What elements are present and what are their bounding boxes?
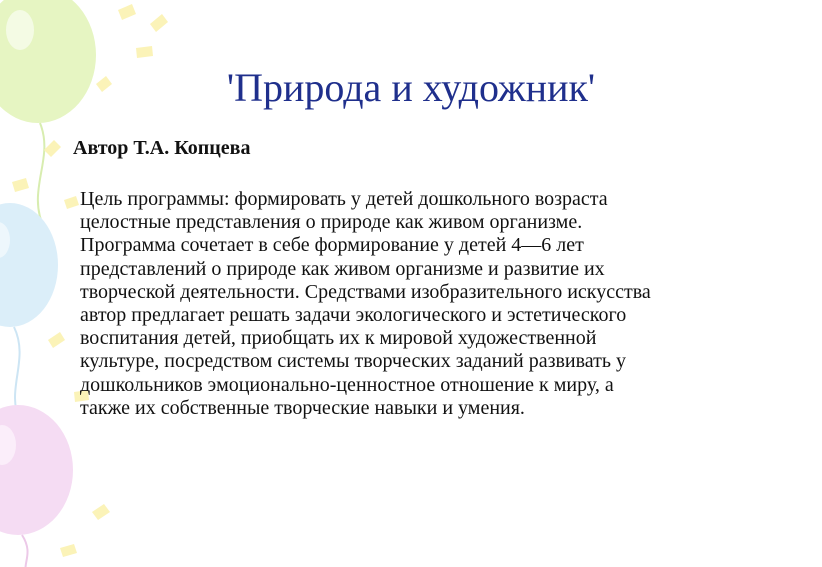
description-line: творческой деятельности. Средствами изобразительного искусства bbox=[80, 280, 651, 303]
description-line: воспитания детей, приобщать их к мировой художественной bbox=[80, 327, 597, 350]
description-line: также их собственные творческие навыки и умения. bbox=[80, 396, 525, 419]
description-line: Программа сочетает в себе формирование у детей 4—6 лет bbox=[80, 234, 584, 257]
author-line: Автор Т.А. Копцева bbox=[73, 137, 251, 159]
description-line: целостные представления о природе как живом организме. bbox=[80, 211, 583, 234]
slide-title: 'Природа и художник' bbox=[226, 65, 596, 110]
description-line: культуре, посредством системы творческих заданий развивать у bbox=[80, 350, 627, 373]
description-line: Цель программы: формировать у детей дошкольного возраста bbox=[80, 188, 608, 210]
pink-balloon bbox=[0, 405, 73, 567]
description-line: автор предлагает решать задачи экологического и эстетического bbox=[80, 304, 627, 327]
description-line: дошкольников эмоционально-ценностное отношение к миру, а bbox=[80, 373, 614, 396]
blue-balloon bbox=[0, 203, 58, 420]
description-line: представлений о природе как живом организме и развитие их bbox=[80, 257, 605, 280]
program-description bbox=[80, 188, 810, 420]
